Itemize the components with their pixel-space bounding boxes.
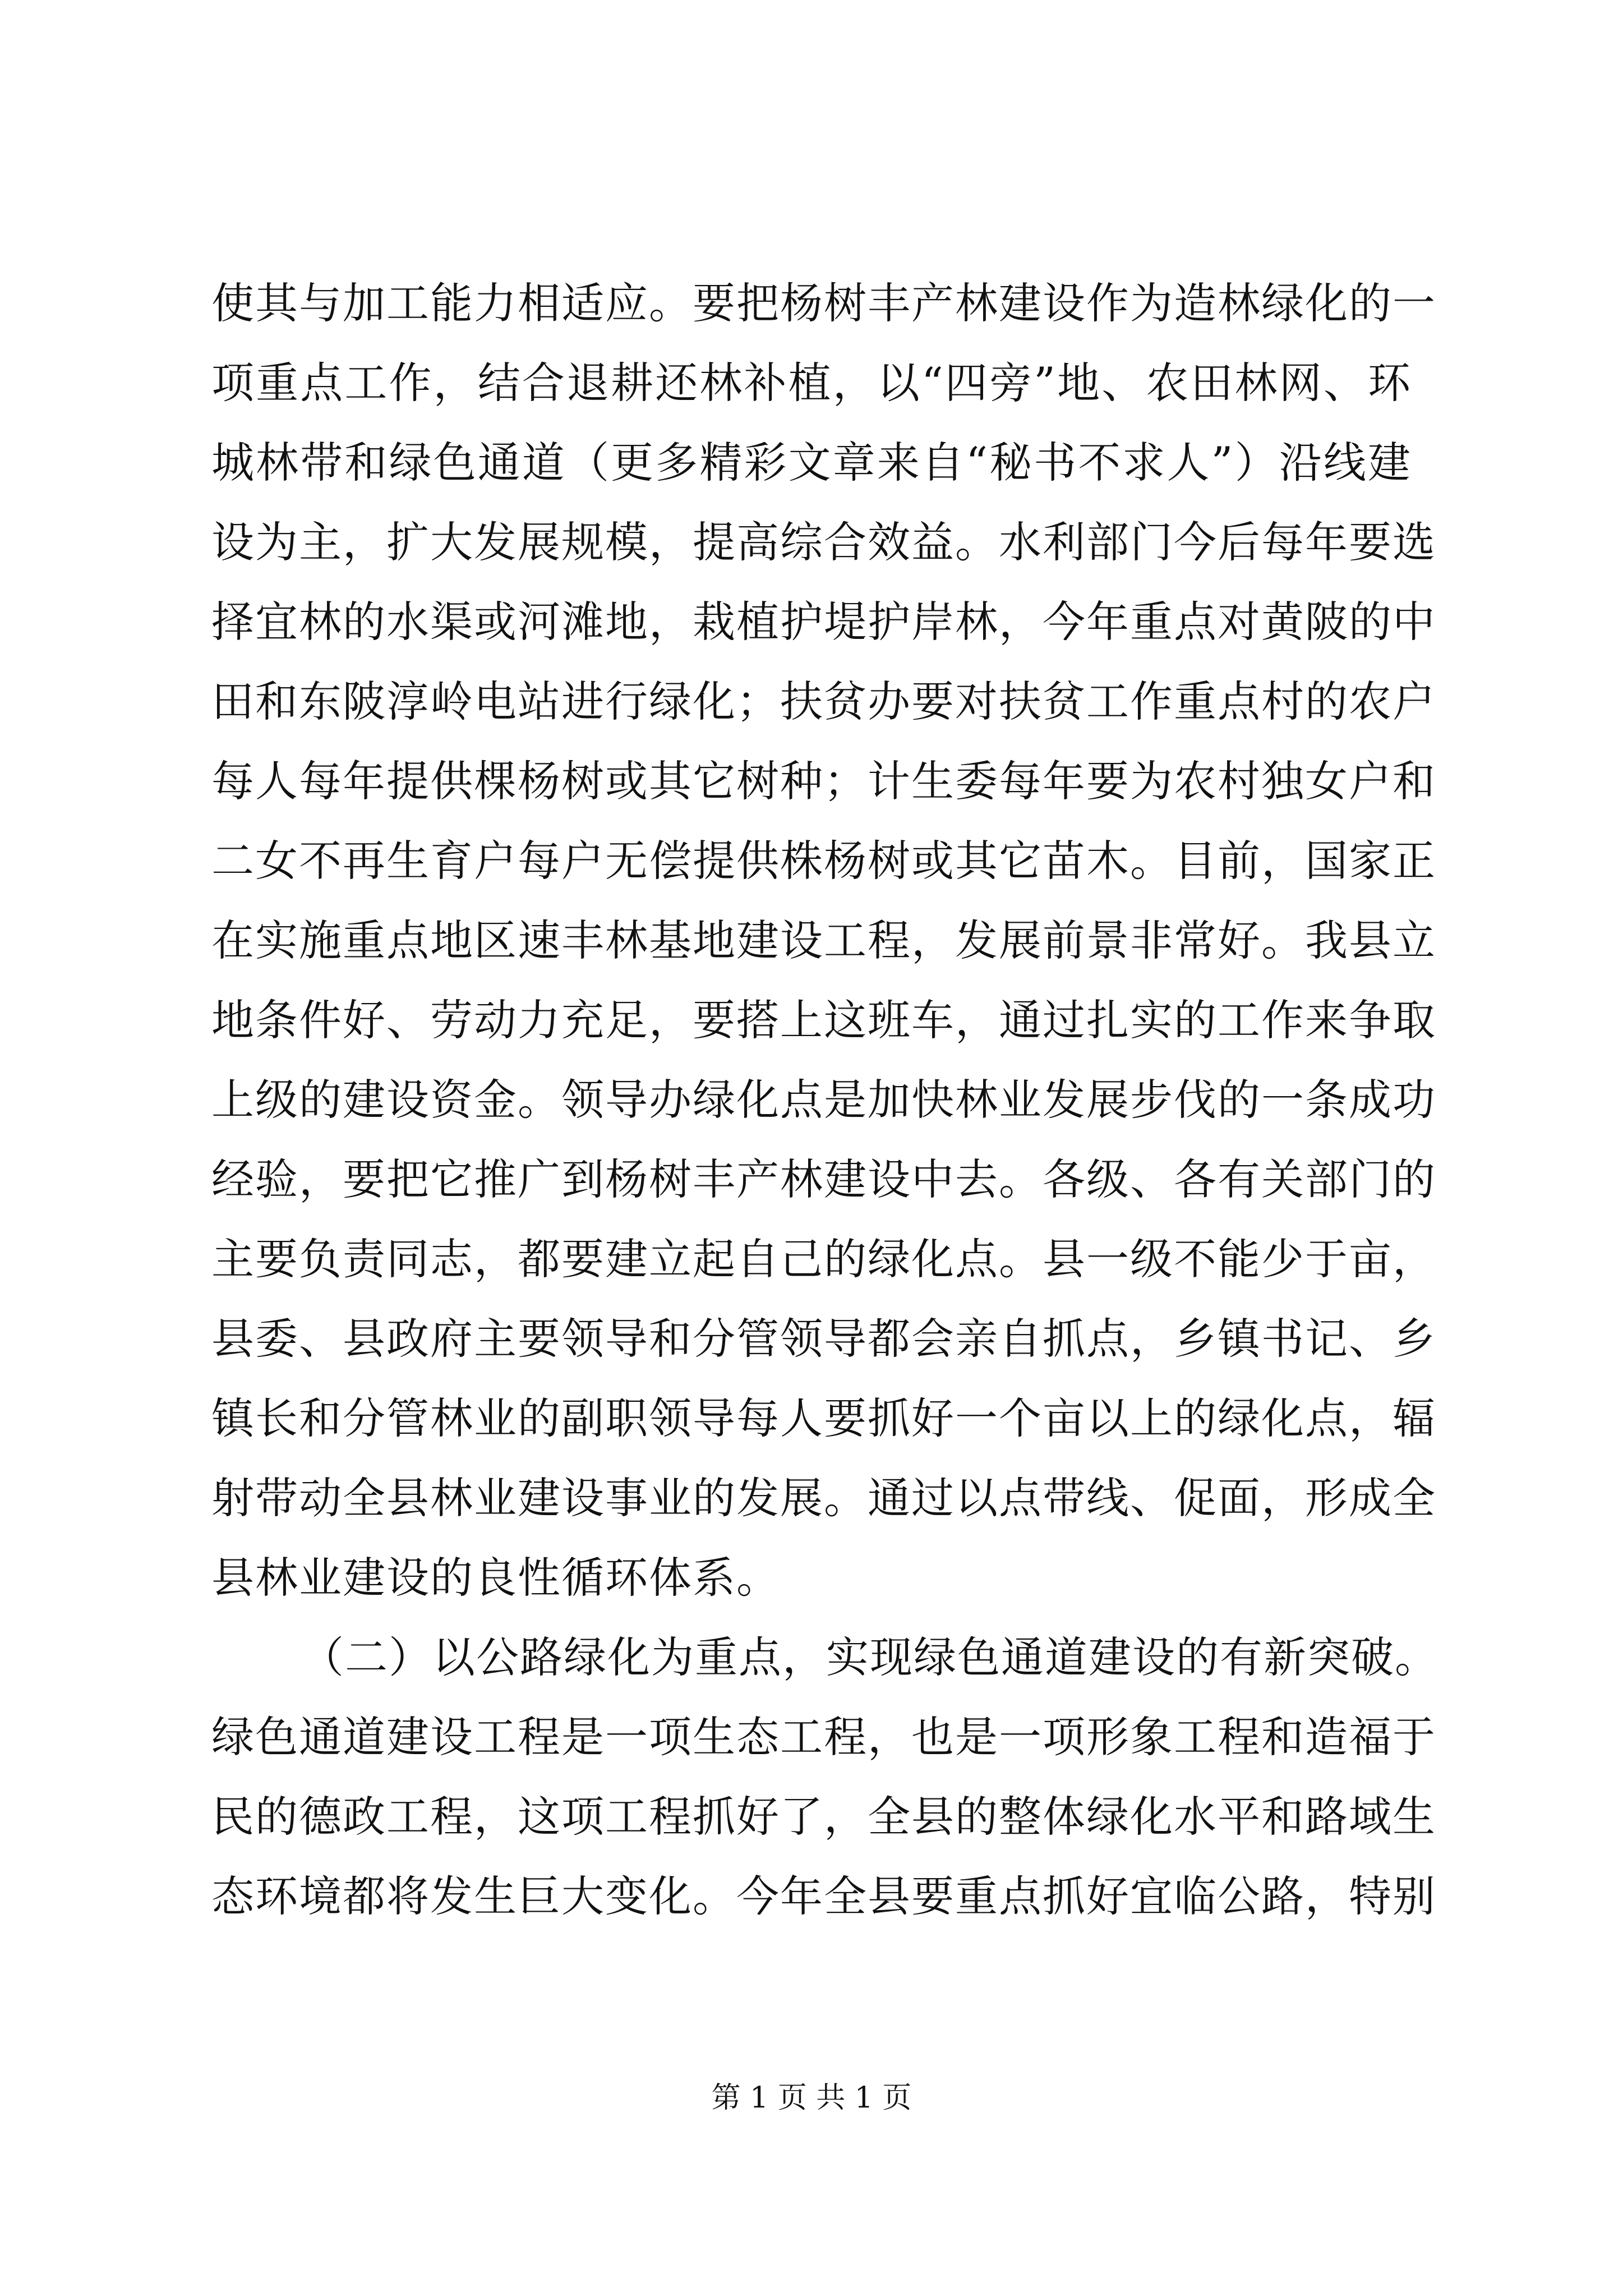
text-line: 择宜林的水渠或河滩地，栽植护堤护岸林，今年重点对黄陂的中: [211, 597, 1436, 647]
text-line: 上级的建设资金。领导办绿化点是加快林业发展步伐的一条成功: [211, 1075, 1436, 1125]
text-line: 城林带和绿色通道（更多精彩文章来自“秘书不求人”）沿线建: [211, 438, 1412, 487]
text-line: 使其与加工能力相适应。要把杨树丰产林建设作为造林绿化的一: [211, 278, 1436, 328]
text-line: 主要负责同志，都要建立起自己的绿化点。县一级不能少于亩，: [211, 1234, 1436, 1284]
text-line: 每人每年提供棵杨树或其它树种；计生委每年要为农村独女户和: [211, 756, 1436, 806]
text-line: 地条件好、劳动力充足，要搭上这班车，通过扎实的工作来争取: [211, 995, 1436, 1045]
text-line: 二女不再生育户每户无偿提供株杨树或其它苗木。目前，国家正: [211, 836, 1436, 886]
paragraph-end-line: 县林业建设的良性循环体系。: [211, 1553, 780, 1603]
text-line: 田和东陂淳岭电站进行绿化；扶贫办要对扶贫工作重点村的农户: [211, 677, 1436, 726]
text-line: 镇长和分管林业的副职领导每人要抓好一个亩以上的绿化点，辐: [211, 1393, 1436, 1443]
document-body: [211, 264, 1438, 1936]
text-line: 县委、县政府主要领导和分管领导都会亲自抓点，乡镇书记、乡: [211, 1314, 1436, 1364]
text-line: 项重点工作，结合退耕还林补植，以“四旁”地、农田林网、环: [211, 358, 1412, 408]
text-line: 绿色通道建设工程是一项生态工程，也是一项形象工程和造福于: [211, 1712, 1436, 1762]
text-line: 在实施重点地区速丰林基地建设工程，发展前景非常好。我县立: [211, 915, 1436, 965]
page-footer: [0, 2078, 1623, 2118]
text-line: 态环境都将发生巨大变化。今年全县要重点抓好宜临公路，特别: [211, 1871, 1436, 1921]
text-line: 民的德政工程，这项工程抓好了，全县的整体绿化水平和路域生: [211, 1792, 1436, 1842]
text-line: 经验，要把它推广到杨树丰产林建设中去。各级、各有关部门的: [211, 1154, 1436, 1204]
text-line: 射带动全县林业建设事业的发展。通过以点带线、促面，形成全: [211, 1473, 1436, 1523]
text-line: 设为主，扩大发展规模，提高综合效益。水利部门今后每年要选: [211, 517, 1436, 567]
section-heading-line: （二）以公路绿化为重点，实现绿色通道建设的有新突破。: [301, 1632, 1438, 1682]
page-number-label: 第 1 页 共 1 页: [711, 2081, 912, 2115]
